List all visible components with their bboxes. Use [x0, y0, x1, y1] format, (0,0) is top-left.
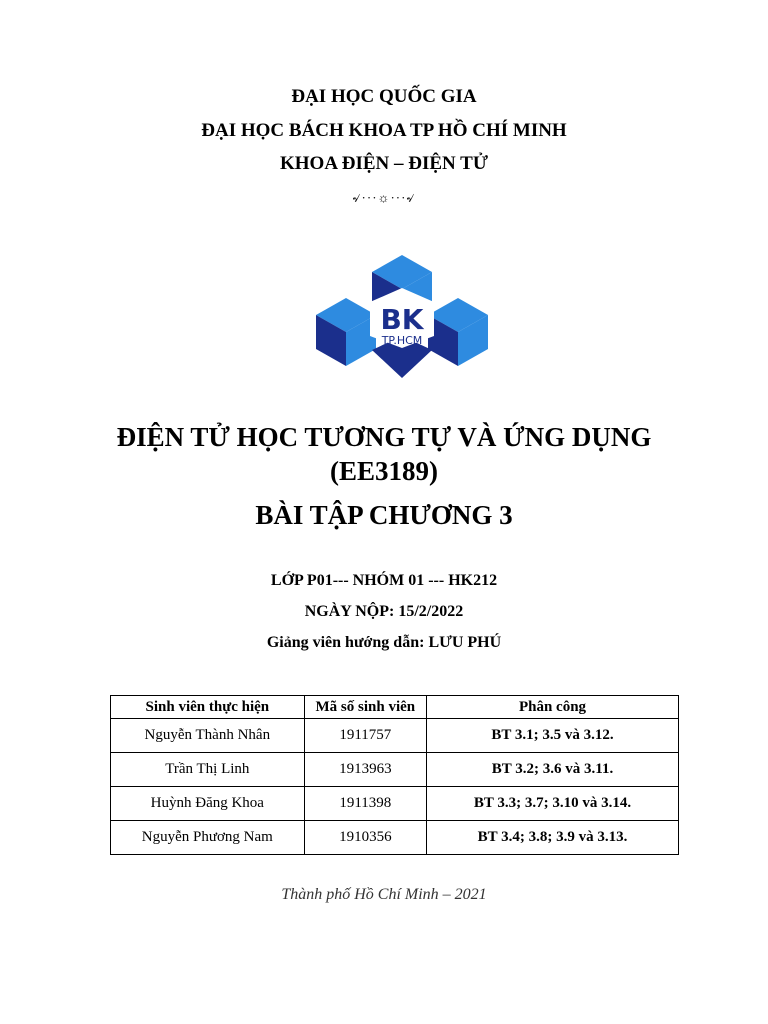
student-id: 1911398: [304, 787, 426, 821]
university-name-header: ĐẠI HỌC BÁCH KHOA TP HỒ CHÍ MINH: [201, 120, 567, 141]
assignment-title: BÀI TẬP CHƯƠNG 3: [255, 500, 513, 530]
ornament-divider-icon: ৵···☼···৵: [352, 190, 416, 205]
course-title: ĐIỆN TỬ HỌC TƯƠNG TỰ VÀ ỨNG DỤNG: [116, 422, 652, 452]
instructor-line: [0, 634, 768, 652]
header-assignment: Phân công: [427, 696, 679, 719]
student-id: 1913963: [304, 753, 426, 787]
member-assignment-table: [110, 695, 679, 855]
instructor-name: LƯU PHÚ: [428, 634, 502, 651]
city-year-footer: Thành phố Hồ Chí Minh – 2021: [281, 886, 487, 903]
header-student-id: Mã số sinh viên: [304, 696, 426, 719]
class-group-line: LỚP P01--- NHÓM 01 --- HK212: [270, 572, 498, 589]
university-national-header: ĐẠI HỌC QUỐC GIA: [291, 86, 477, 107]
student-name: Trần Thị Linh: [111, 753, 305, 787]
student-task: BT 3.2; 3.6 và 3.11.: [427, 753, 679, 787]
course-code: (EE3189): [330, 456, 438, 486]
student-name: Nguyễn Thành Nhân: [111, 719, 305, 753]
bk-logo: [314, 252, 490, 380]
table-header-row: [111, 696, 679, 719]
table-row: [111, 719, 679, 753]
table-row: [111, 753, 679, 787]
table-row: [111, 787, 679, 821]
instructor-label: Giảng viên hướng dẫn:: [266, 634, 425, 651]
faculty-header: KHOA ĐIỆN – ĐIỆN TỬ: [280, 153, 488, 174]
logo-city-text: TP.HCM: [381, 334, 423, 347]
submission-date-line: NGÀY NỘP: 15/2/2022: [304, 603, 464, 620]
student-task: BT 3.3; 3.7; 3.10 và 3.14.: [427, 787, 679, 821]
header-student: Sinh viên thực hiện: [111, 696, 305, 719]
student-task: BT 3.1; 3.5 và 3.12.: [427, 719, 679, 753]
student-name: Nguyễn Phương Nam: [111, 821, 305, 855]
student-name: Huỳnh Đăng Khoa: [111, 787, 305, 821]
logo-bk-text: BK: [380, 303, 424, 336]
student-id: 1910356: [304, 821, 426, 855]
student-task: BT 3.4; 3.8; 3.9 và 3.13.: [427, 821, 679, 855]
table-row: [111, 821, 679, 855]
student-id: 1911757: [304, 719, 426, 753]
